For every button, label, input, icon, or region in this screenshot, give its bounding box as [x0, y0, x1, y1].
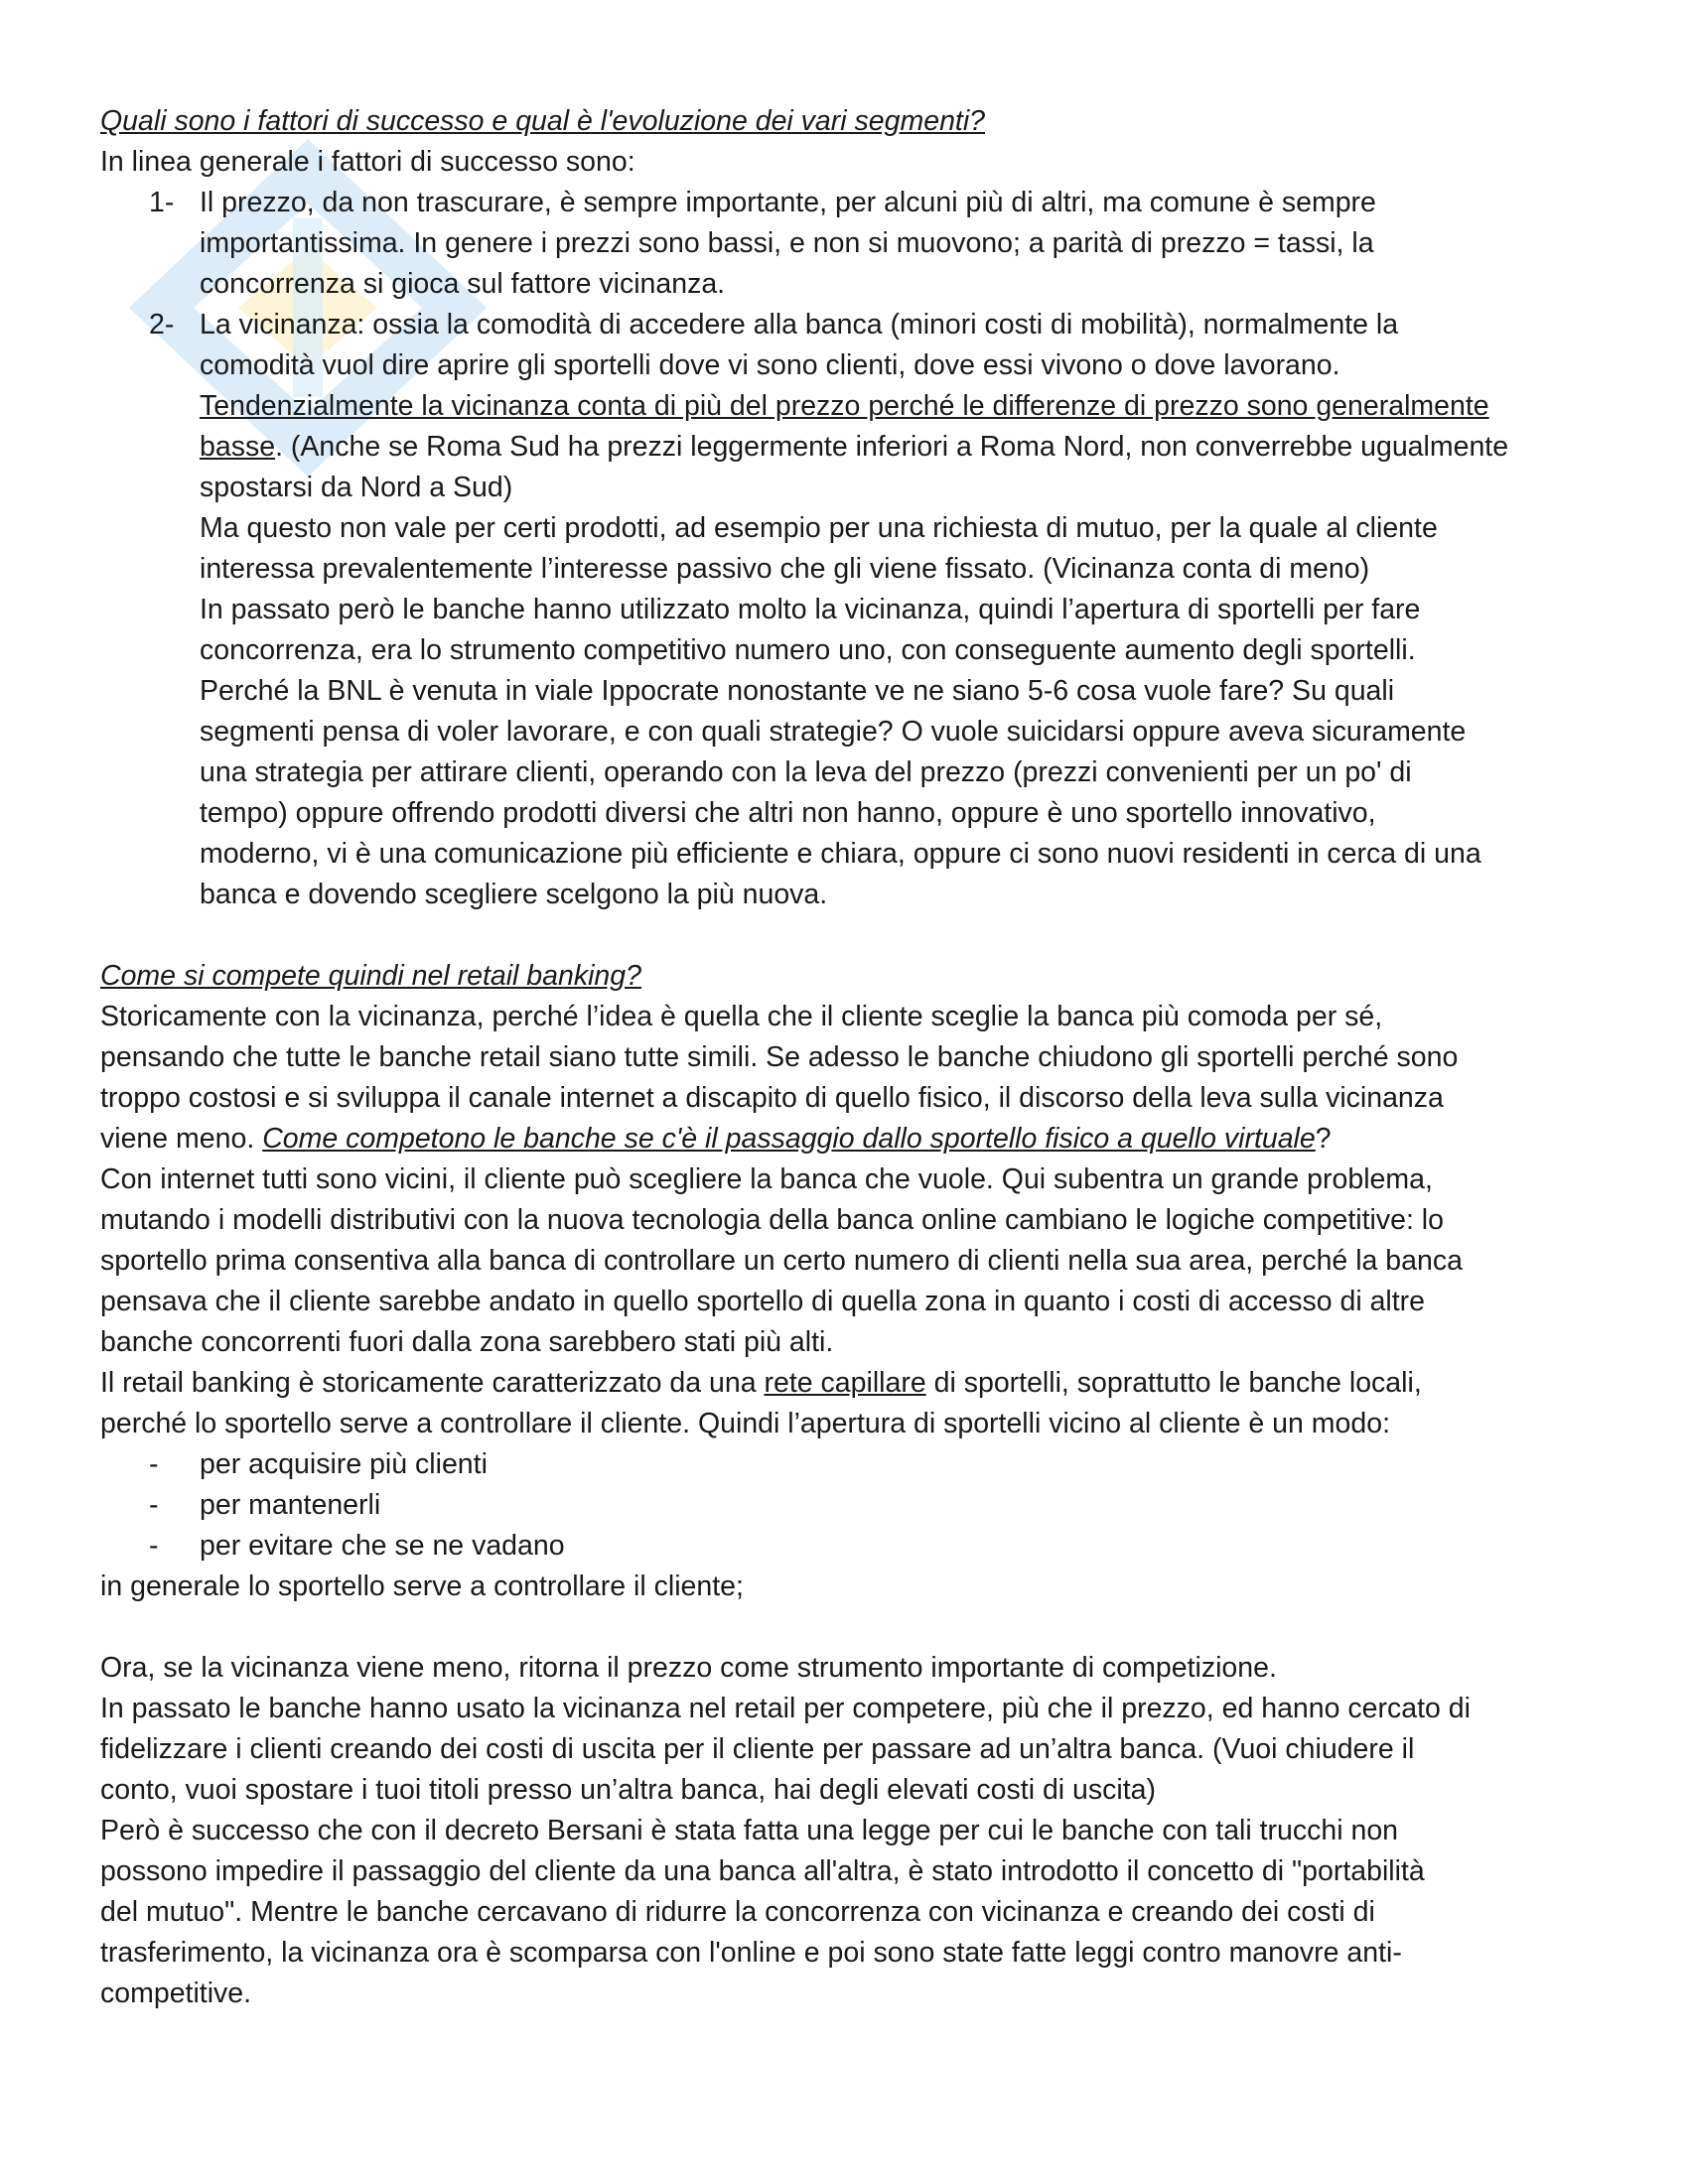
paragraph-line: mutando i modelli distributivi con la nuova tecnologia della banca online cambiano le logiche competitive: lo [100, 1204, 1444, 1236]
paragraph-line: troppo costosi e si sviluppa il canale internet a discapito di quello fisico, il discorso della leva sulla vicinanza [100, 1082, 1444, 1114]
paragraph-line: sportello prima consentiva alla banca di controllare un certo numero di clienti nella sua area, perché la banca [100, 1245, 1463, 1277]
item-text: tempo) oppure offrendo prodotti diversi che altri non hanno, oppure è uno sportello innovativo, [200, 797, 1376, 829]
paragraph-text: di sportelli, soprattutto le banche locali, [925, 1367, 1422, 1399]
paragraph-line: del mutuo". Mentre le banche cercavano di ridurre la concorrenza con vicinanza e creando dei costi di [100, 1896, 1375, 1928]
paragraph-line: competitive. [100, 1978, 252, 2009]
list-item [100, 1444, 1590, 1485]
paragraph-line: Con internet tutti sono vicini, il cliente può scegliere la banca che vuole. Qui subentra un grande problema, [100, 1163, 1433, 1195]
underlined-text: rete capillare [764, 1367, 926, 1399]
paragraph-line: pensava che il cliente sarebbe andato in quello sportello di quella zona in quanto i costi di accesso di altre [100, 1286, 1426, 1317]
document-page [100, 101, 1590, 2014]
paragraph-text: Il retail banking è storicamente caratterizzato da una [100, 1367, 765, 1399]
paragraph-line: possono impedire il passaggio del cliente da una banca all'altra, è stato introdotto il concetto di "portabilità [100, 1855, 1425, 1887]
paragraph-line: Storicamente con la vicinanza, perché l’idea è quella che il cliente sceglie la banca più comoda per sé, [100, 1001, 1383, 1032]
item-text: importantissima. In genere i prezzi sono bassi, e non si muovono; a parità di prezzo = tassi, la [200, 227, 1374, 259]
item-number: 1- [149, 187, 175, 218]
item-text: Perché la BNL è venuta in viale Ippocrate nonostante ve ne siano 5-6 cosa vuole fare? Su quali [200, 675, 1395, 707]
paragraph-line: pensando che tutte le banche retail siano tutte simili. Se adesso le banche chiudono gli sportelli perché sono [100, 1041, 1459, 1073]
item-text: spostarsi da Nord a Sud) [200, 472, 513, 503]
list-item-text: per mantenerli [200, 1489, 381, 1521]
item-text: moderno, vi è una comunicazione più efficiente e chiara, oppure ci sono nuovi residenti in cerca di una [200, 838, 1481, 870]
item-text: Ma questo non vale per certi prodotti, ad esempio per una richiesta di mutuo, per la quale al cliente [200, 512, 1438, 544]
list-item [100, 1526, 1590, 1567]
paragraph-line: trasferimento, la vicinanza ora è scomparsa con l'online e poi sono state fatte leggi contro manovre anti- [100, 1937, 1402, 1969]
underlined-text: Tendenzialmente la vicinanza conta di più del prezzo perché le differenze di prezzo sono generalmente [200, 390, 1489, 422]
list-item [100, 1485, 1590, 1526]
numbered-item-proximity [100, 305, 1590, 915]
section-heading-success-factors: Quali sono i fattori di successo e qual è l'evoluzione dei vari segmenti? [100, 105, 986, 137]
item-text: Il prezzo, da non trascurare, è sempre importante, per alcuni più di altri, ma comune è sempre [200, 187, 1376, 218]
item-number: 2- [149, 309, 175, 341]
item-text: concorrenza, era lo strumento competitivo numero uno, con conseguente aumento degli sportelli. [200, 634, 1416, 666]
paragraph-line: fidelizzare i clienti creando dei costi di uscita per il cliente per passare ad un’altra banca. (Vuoi chiudere il [100, 1733, 1415, 1765]
paragraph [100, 1363, 1590, 1444]
item-text: una strategia per attirare clienti, operando con la leva del prezzo (prezzi convenienti per un po' di [200, 756, 1412, 788]
paragraph [100, 1689, 1590, 1811]
item-text: La vicinanza: ossia la comodità di accedere alla banca (minori costi di mobilità), normalmente la [200, 309, 1399, 341]
paragraph-gap [100, 1607, 1590, 1648]
bullet-list [100, 1444, 1590, 1567]
paragraph-line: In passato le banche hanno usato la vicinanza nel retail per competere, più che il prezzo, ed hanno cercato di [100, 1693, 1471, 1724]
list-item-text: per acquisire più clienti [200, 1448, 488, 1480]
item-text: interessa prevalentemente l’interesse passivo che gli viene fissato. (Vicinanza conta di meno) [200, 553, 1370, 585]
item-text: comodità vuol dire aprire gli sportelli dove vi sono clienti, dove essi vivono o dove lavorano. [200, 349, 1340, 381]
paragraph [100, 1160, 1590, 1363]
paragraph-line: Però è successo che con il decreto Bersani è stata fatta una legge per cui le banche con tali trucchi non [100, 1815, 1399, 1846]
item-text: segmenti pensa di voler lavorare, e con quali strategie? O vuole suicidarsi oppure aveva sicuramente [200, 716, 1467, 748]
intro-paragraph: In linea generale i fattori di successo sono: [100, 146, 635, 178]
paragraph-gap [100, 915, 1590, 956]
paragraph-line: in generale lo sportello serve a controllare il cliente; [100, 1570, 744, 1602]
list-item-text: per evitare che se ne vadano [200, 1530, 565, 1562]
bullet-marker: - [149, 1448, 159, 1480]
italic-underlined-question: Come competono le banche se c'è il passaggio dallo sportello fisico a quello virtuale [262, 1123, 1316, 1155]
item-text: concorrenza si gioca sul fattore vicinanza. [200, 268, 726, 300]
paragraph-line: conto, vuoi spostare i tuoi titoli presso un’altra banca, hai degli elevati costi di uscita) [100, 1774, 1156, 1806]
paragraph-line: banche concorrenti fuori dalla zona sarebbero stati più alti. [100, 1326, 834, 1358]
paragraph [100, 997, 1590, 1160]
section-heading-retail-banking: Come si compete quindi nel retail banking? [100, 960, 641, 992]
bullet-marker: - [149, 1530, 159, 1562]
underlined-text: basse [200, 431, 276, 463]
paragraph [100, 1811, 1590, 2014]
paragraph-text: ? [1315, 1123, 1332, 1155]
bullet-marker: - [149, 1489, 159, 1521]
item-text: banca e dovendo scegliere scelgono la più nuova. [200, 879, 828, 910]
paragraph-line: Ora, se la vicinanza viene meno, ritorna il prezzo come strumento importante di competizione. [100, 1652, 1277, 1684]
numbered-item-price [100, 183, 1590, 305]
paragraph-text: viene meno. [100, 1123, 263, 1155]
paragraph-line: perché lo sportello serve a controllare il cliente. Quindi l’apertura di sportelli vicino al cliente è un modo: [100, 1408, 1391, 1439]
item-text: . (Anche se Roma Sud ha prezzi leggermente inferiori a Roma Nord, non converrebbe ugualmente [275, 431, 1509, 463]
item-text: In passato però le banche hanno utilizzato molto la vicinanza, quindi l’apertura di sportelli per fare [200, 594, 1421, 625]
